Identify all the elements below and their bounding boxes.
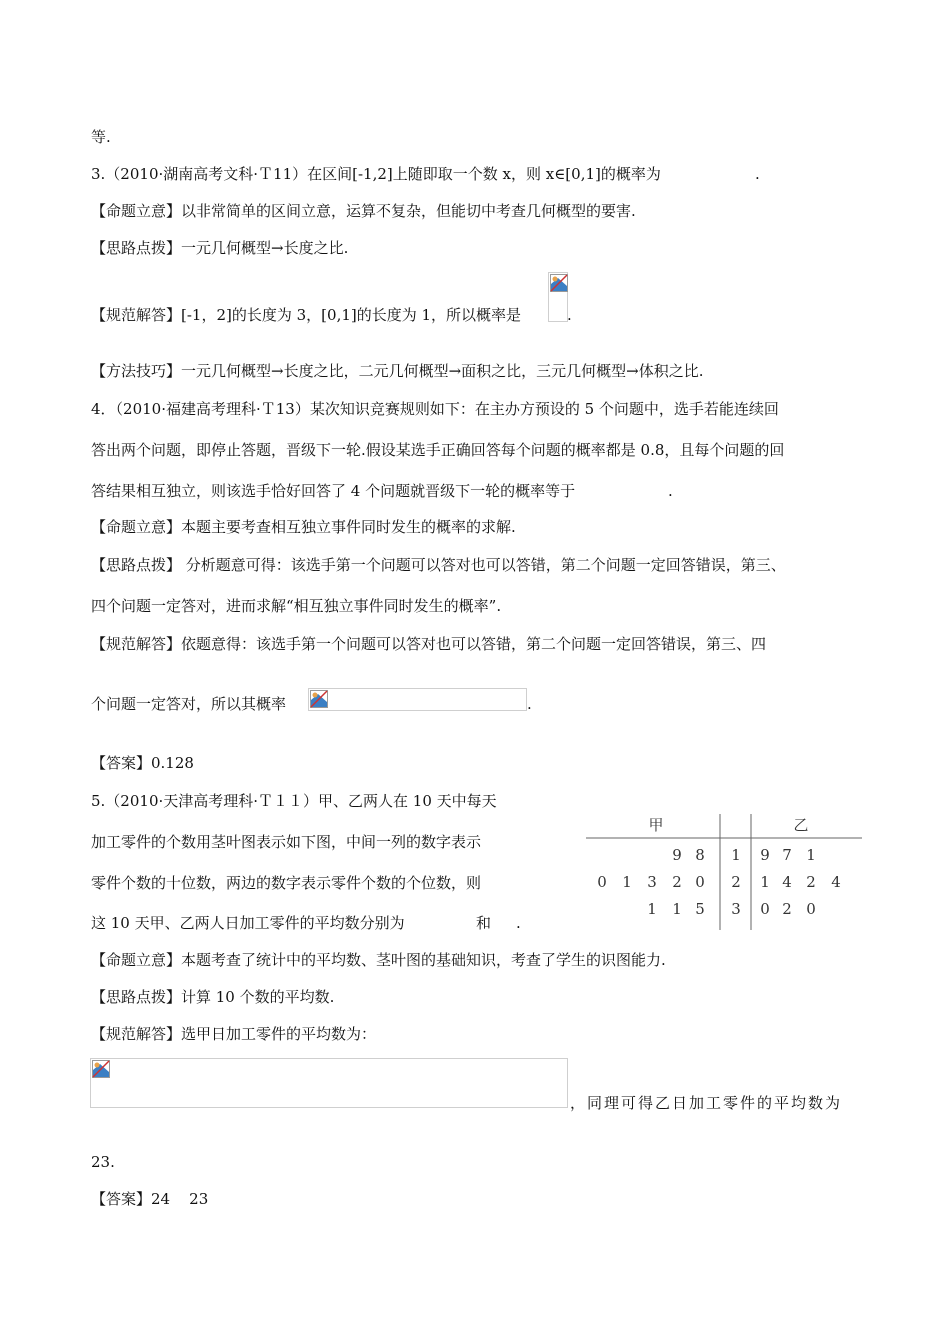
text-line: 四个问题一定答对，进而求解“相互独立事件同时发生的概率”. — [91, 597, 502, 615]
answer-line: 【答案】0.128 — [91, 754, 194, 772]
leaf: 2 — [782, 900, 792, 918]
text-line: 【思路点拨】一元几何概型→长度之比. — [91, 239, 349, 257]
period: . — [527, 695, 532, 713]
leaf: 5 — [695, 900, 705, 918]
leaf: 1 — [806, 846, 816, 864]
period: . — [668, 482, 673, 500]
leaf: 0 — [806, 900, 816, 918]
text-line: 加工零件的个数用茎叶图表示如下图，中间一列的数字表示 — [91, 833, 482, 851]
period: . — [755, 165, 760, 183]
broken-image-icon — [92, 1060, 110, 1078]
leaf: 8 — [695, 846, 705, 864]
period: . — [516, 914, 521, 932]
text-line: 答结果相互独立，则该选手恰好回答了 4 个问题就晋级下一轮的概率等于 — [91, 482, 576, 500]
stem: 3 — [731, 900, 741, 918]
text-line: 答出两个问题，即停止答题，晋级下一轮.假设某选手正确回答每个问题的概率都是 0.8，且每个问题的回 — [91, 441, 785, 459]
text-fragment: 和 — [476, 914, 492, 932]
leaf: 0 — [760, 900, 770, 918]
answer-line: 【答案】24 23 — [91, 1190, 209, 1208]
question-4-line: 4．（2010·福建高考理科·Ｔ13）某次知识竞赛规则如下：在主办方预设的 5 个问题中，选手若能连续回 — [91, 400, 779, 418]
text-line: 【命题立意】以非常简单的区间立意，运算不复杂，但能切中考查几何概型的要害. — [91, 202, 636, 220]
question-3-line: 3.（2010·湖南高考文科·Ｔ11）在区间[-1,2]上随即取一个数 x，则 x∈[0,1]的概率为 — [91, 165, 661, 183]
text-line: 【命题立意】本题主要考查相互独立事件同时发生的概率的求解. — [91, 518, 516, 536]
text-line: 个问题一定答对，所以其概率 — [91, 695, 287, 713]
text-line: ，同理可得乙日加工零件的平均数为 — [570, 1094, 843, 1112]
leaf: 1 — [647, 900, 657, 918]
formula-image — [548, 272, 568, 322]
text-line: 【思路点拨】 分析题意可得：该选手第一个问题可以答对也可以答错，第二个问题一定回答错误，第三、 — [91, 556, 786, 574]
leaf: 2 — [672, 873, 682, 891]
question-5-line: 5.（2010·天津高考理科·Ｔ１１）甲、乙两人在 10 天中每天 — [91, 792, 497, 810]
leaf: 9 — [760, 846, 770, 864]
text-line: 【规范解答】选甲日加工零件的平均数为： — [91, 1025, 377, 1043]
leaf: 3 — [647, 873, 657, 891]
leaf: 7 — [782, 846, 792, 864]
text-line: 23. — [91, 1153, 115, 1171]
text-line: 【命题立意】本题考查了统计中的平均数、茎叶图的基础知识，考查了学生的识图能力. — [91, 951, 666, 969]
leaf: 0 — [597, 873, 607, 891]
text-line: 【规范解答】[-1，2]的长度为 3，[0,1]的长度为 1，所以概率是 — [91, 306, 522, 324]
period: . — [567, 306, 572, 324]
formula-image — [90, 1058, 568, 1108]
text-line: 零件个数的十位数，两边的数字表示零件个数的个位数，则 — [91, 874, 482, 892]
leaf: 1 — [760, 873, 770, 891]
text-line: 【方法技巧】一元几何概型→长度之比，二元几何概型→面积之比，三元几何概型→体积之比. — [91, 362, 704, 380]
right-header: 乙 — [793, 816, 809, 834]
text-line: 【思路点拨】计算 10 个数的平均数. — [91, 988, 335, 1006]
broken-image-icon — [550, 274, 568, 292]
text-line: 等. — [91, 128, 111, 146]
left-header: 甲 — [648, 816, 664, 834]
stem-leaf-plot — [586, 812, 862, 930]
text-line: 这 10 天甲、乙两人日加工零件的平均数分别为 — [91, 914, 405, 932]
leaf: 9 — [672, 846, 682, 864]
stem: 2 — [731, 873, 741, 891]
leaf: 2 — [806, 873, 816, 891]
leaf: 0 — [695, 873, 705, 891]
broken-image-icon — [310, 690, 328, 708]
stem: 1 — [731, 846, 741, 864]
leaf: 1 — [622, 873, 632, 891]
leaf: 4 — [831, 873, 841, 891]
text-line: 【规范解答】依题意得：该选手第一个问题可以答对也可以答错，第二个问题一定回答错误，第三、四 — [91, 635, 767, 653]
formula-image — [308, 688, 527, 711]
leaf: 4 — [782, 873, 792, 891]
leaf: 1 — [672, 900, 682, 918]
